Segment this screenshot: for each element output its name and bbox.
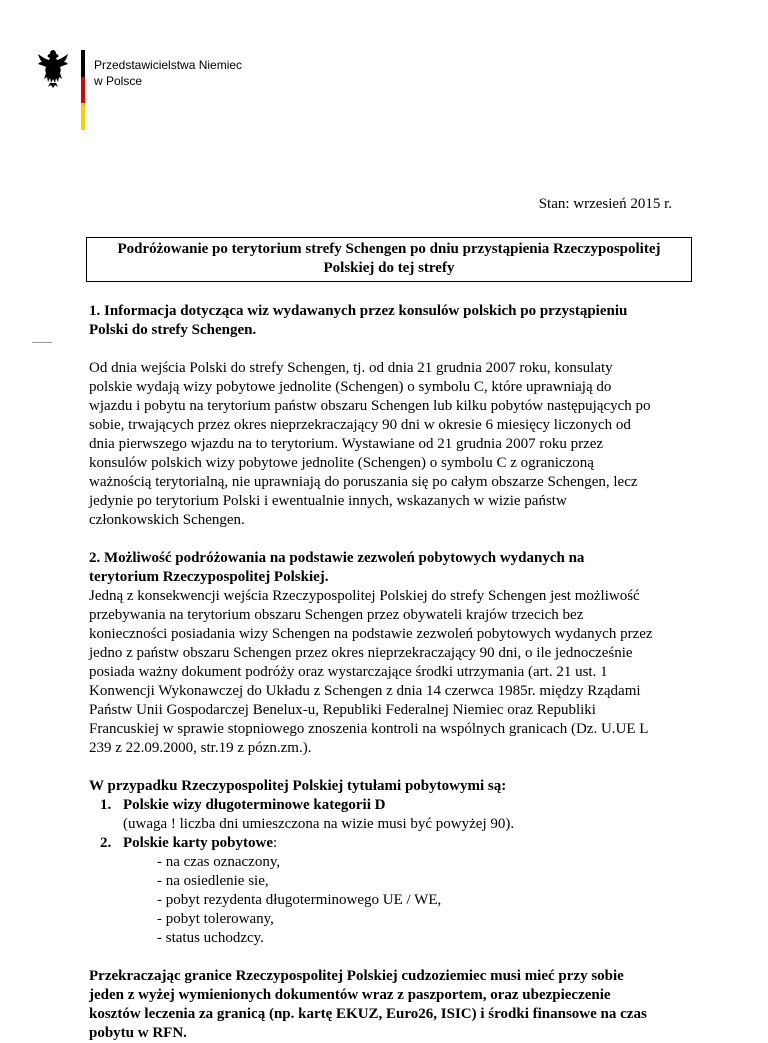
sub-list-item: - status uchodzcy. (157, 930, 264, 946)
section1-line: wjazdu i pobytu na terytorium państw obszaru Schengen lub kilku pobytów następujących po (89, 398, 651, 414)
closing-line: jeden z wyżej wymienionych dokumentów wraz z paszportem, oraz ubezpieczenie (89, 987, 611, 1003)
sub-list-item: - pobyt tolerowany, (157, 911, 274, 927)
closing-line: kosztów leczenia za granicą (np. kartę EKUZ, Euro26, ISIC) i środki finansowe na czas (89, 1006, 647, 1022)
section2-heading-line2: terytorium Rzeczypospolitej Polskiej. (89, 569, 329, 585)
section2-line: 239 z 22.09.2000, str.19 z pózn.zm.). (89, 740, 312, 756)
sub-list-item: - pobyt rezydenta długoterminowego UE / WE, (157, 892, 442, 908)
section2-line: przebywania na terytorium obszaru Schengen przez obywateli krajów trzecich bez (89, 607, 584, 623)
section2-line: jedno z państw obszaru Schengen przez okres nieprzekraczający 90 dni, o ile jednocześnie (89, 645, 633, 661)
list-item-label: Polskie karty pobytowe (123, 835, 273, 851)
section1-heading-line1: 1. Informacja dotycząca wiz wydawanych przez konsulów polskich po przystąpieniu (89, 303, 628, 319)
section2-line: Jedną z konsekwencji wejścia Rzeczypospolitej Polskiej do strefy Schengen jest możliwość (89, 588, 640, 604)
residence-titles-heading: W przypadku Rzeczypospolitej Polskiej tytułami pobytowymi są: (89, 778, 507, 794)
flag-stripe-gold (81, 103, 85, 130)
closing-line: Przekraczając granice Rzeczypospolitej Polskiej cudzoziemiec musi mieć przy sobie (89, 968, 624, 984)
sub-list-item: - na czas oznaczony, (157, 854, 281, 870)
letterhead (0, 0, 768, 140)
section2-line: konieczności posiadania wizy Schengen na podstawie zezwoleń pobytowych wydanych przez (89, 626, 653, 642)
section1-line: członkowskich Schengen. (89, 512, 245, 528)
organization-name (94, 57, 242, 89)
margin-mark (32, 342, 52, 343)
sub-list-item: - na osiedlenie sie, (157, 873, 269, 889)
section2-line: Państw Unii Gospodarczej Benelux-u, Republiki Federalnej Niemiec oraz Republiki (89, 702, 596, 718)
list-item-note: (uwaga ! liczba dni umieszczona na wizie musi być powyżej 90). (123, 816, 515, 832)
section1-heading-line2: Polski do strefy Schengen. (89, 322, 257, 338)
section2-heading-line1: 2. Możliwość podróżowania na podstawie zezwoleń pobytowych wydanych na (89, 550, 585, 566)
section1-line: jedynie po terytorium Polski i ewentualnie innych, wskazanych w wizie państw (89, 493, 567, 509)
section2-line: posiada ważny dokument podróży oraz wystarczające środki utrzymania (art. 21 ust. 1 (89, 664, 608, 680)
document-body (89, 302, 679, 1043)
residence-titles-list (100, 796, 679, 948)
section1-line: Od dnia wejścia Polski do strefy Schengen, tj. od dnia 21 grudnia 2007 roku, konsulaty (89, 360, 613, 376)
section1-line: polskie wydają wizy pobytowe jednolite (Schengen) o symbolu C, które uprawniają do (89, 379, 612, 395)
list-item (100, 796, 679, 815)
section1-line: sobie, trwających przez okres nieprzekraczający 90 dni w okresie 6 miesięcy liczonych od (89, 417, 631, 433)
section1-line: konsulów polskich wizy pobytowe jednolite (Schengen) o symbolu C z ograniczoną (89, 455, 594, 471)
flag-stripe-red (81, 77, 85, 104)
list-item (100, 834, 679, 853)
list-item-label: Polskie wizy długoterminowe kategorii D (123, 797, 386, 813)
section1-line: dnia pierwszego wjazdu na to terytorium. Wystawiane od 21 grudnia 2007 roku przez (89, 436, 604, 452)
document-title: Podróżowanie po terytorium strefy Schengen po dniu przystąpienia Rzeczypospolitej Polskiej do tej strefy (86, 237, 692, 282)
list-number: 1. (100, 797, 112, 813)
section2-line: Francuskiej w sprawie stopniowego znoszenia kontroli na wspólnych granicach (Dz. U.UE L (89, 721, 649, 737)
org-line-2: w Polsce (94, 74, 143, 88)
flag-bar (81, 50, 85, 130)
section2-line: Konwencji Wykonawczej do Układu z Schengen z dnia 14 czerwca 1985r. między Rządami (89, 683, 641, 699)
section1-line: ważnością terytorialną, nie uprawniają do poruszania się po całym obszarze Schengen, lecz (89, 474, 638, 490)
list-item-colon: : (273, 835, 278, 851)
federal-eagle-icon (36, 48, 70, 88)
sub-list (157, 853, 679, 948)
flag-stripe-black (81, 50, 85, 77)
closing-line: pobytu w RFN. (89, 1025, 187, 1041)
document-date: Stan: wrzesień 2015 r. (538, 196, 672, 212)
list-number: 2. (100, 835, 112, 851)
org-line-1: Przedstawicielstwa Niemiec (94, 58, 243, 72)
